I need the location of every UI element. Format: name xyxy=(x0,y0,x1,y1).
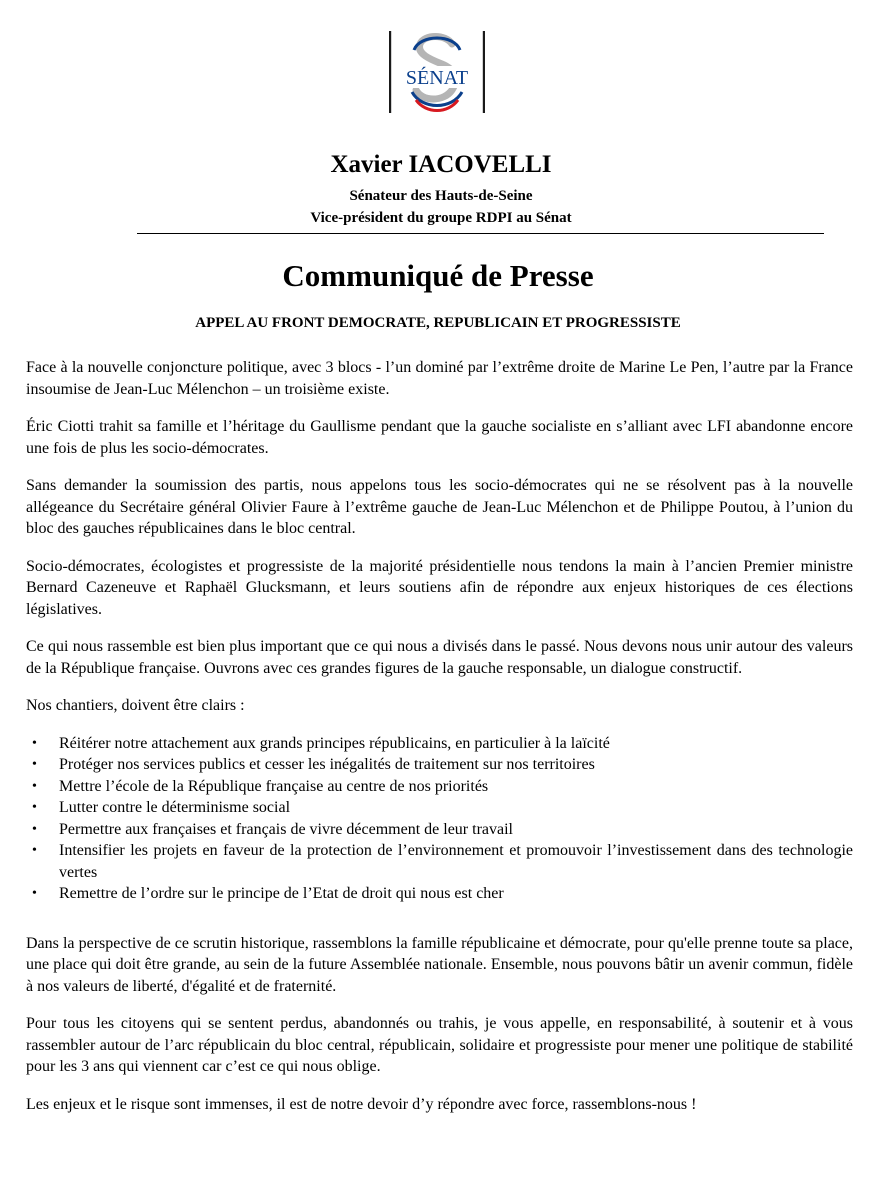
list-item-text: Remettre de l’ordre sur le principe de l’Etat de droit qui nous est cher xyxy=(59,885,504,902)
bullet-icon: • xyxy=(32,800,37,815)
list-intro: Nos chantiers, doivent être clairs : xyxy=(26,697,245,714)
author-header xyxy=(60,150,822,229)
senat-emblem-icon xyxy=(388,28,486,116)
document-title: Communiqué de Presse xyxy=(282,258,594,293)
bullet-icon: • xyxy=(32,886,37,901)
list-item-text: Permettre aux françaises et français de vivre décemment de leur travail xyxy=(59,820,513,838)
senat-logo xyxy=(388,28,486,116)
author-name: Xavier IACOVELLI xyxy=(330,151,552,178)
senat-logo-text: SÉNAT xyxy=(405,67,469,89)
paragraph: Pour tous les citoyens qui se sentent perdus, abandonnés ou trahis, je vous appelle, en responsabilité, à soutenir et à vous rassembler autour de l’arc républicain du bloc central, républicain, solidaire et progressiste pour mener une politique de stabilité pour les 3 ans qui viennent car c’est ce qui nous oblige. xyxy=(26,1015,853,1075)
list-item xyxy=(26,840,853,883)
list-item-text: Mettre l’école de la République française au centre de nos priorités xyxy=(59,777,489,795)
paragraph: Ce qui nous rassemble est bien plus important que ce qui nous a divisés dans le passé. Nous devons nous unir autour des valeurs de la République française. Ouvrons avec ces grandes figures de la gauche responsable, un dialogue constructif. xyxy=(26,638,853,677)
bullet-icon: • xyxy=(32,821,37,837)
author-role: Sénateur des Hauts-de-Seine xyxy=(349,188,533,204)
header-divider xyxy=(137,233,824,234)
document-subtitle: APPEL AU FRONT DEMOCRATE, REPUBLICAIN ET PROGRESSISTE xyxy=(195,315,681,331)
list-item xyxy=(26,754,853,776)
bullet-icon: • xyxy=(32,778,37,794)
bullet-icon: • xyxy=(32,757,37,772)
author-group: Vice-président du groupe RDPI au Sénat xyxy=(310,210,572,226)
list-item-text: Réitérer notre attachement aux grands principes républicains, en particulier à la laïcité xyxy=(59,734,610,752)
list-item xyxy=(26,797,853,819)
priorities-list xyxy=(26,733,853,905)
closing-paragraph: Les enjeux et le risque sont immenses, il est de notre devoir d’y répondre avec force, rassemblons-nous ! xyxy=(26,1095,697,1113)
paragraph: Face à la nouvelle conjoncture politique, avec 3 blocs - l’un dominé par l’extrême droite de Marine Le Pen, l’autre par la France insoumise de Jean-Luc Mélenchon – un troisième existe. xyxy=(26,359,853,398)
list-item xyxy=(26,819,853,841)
list-item-text: Protéger nos services publics et cesser les inégalités de traitement sur nos territoires xyxy=(59,756,595,773)
list-item-text: Lutter contre le déterminisme social xyxy=(59,799,291,816)
paragraph: Sans demander la soumission des partis, nous appelons tous les socio-démocrates qui ne se résolvent pas à la nouvelle allégeance du Secrétaire général Olivier Faure à l’extrême gauche de Jean-Luc Mélenchon et de Philippe Poutou, à l’union du bloc des gauches républicaines dans le bloc central. xyxy=(26,477,853,537)
paragraph: Éric Ciotti trahit sa famille et l’héritage du Gaullisme pendant que la gauche socialiste en s’alliant avec LFI abandonne encore une fois de plus les socio-démocrates. xyxy=(26,418,853,457)
list-item-text: Intensifier les projets en faveur de la protection de l’environnement et promouvoir l’investissement dans des technologie vertes xyxy=(59,842,853,881)
paragraph: Socio-démocrates, écologistes et progressiste de la majorité présidentielle nous tendons la main à l’ancien Premier ministre Bernard Cazeneuve et Raphaël Glucksmann, et leurs soutiens afin de répondre aux enjeux historiques de ces élections législatives. xyxy=(26,557,853,618)
list-item xyxy=(26,883,853,905)
document-body xyxy=(26,357,853,1131)
paragraph: Dans la perspective de ce scrutin historique, rassemblons la famille républicaine et démocrate, pour qu'elle prenne toute sa place, une place qui doit être grande, au sein de la future Assemblée nationale. Ensemble, nous pouvons bâtir un avenir commun, fidèle à nos valeurs de liberté, d'égalité et de fraternité. xyxy=(26,934,853,995)
list-item xyxy=(26,733,853,755)
bullet-icon: • xyxy=(32,843,37,858)
bullet-icon: • xyxy=(32,735,37,751)
list-item xyxy=(26,776,853,798)
